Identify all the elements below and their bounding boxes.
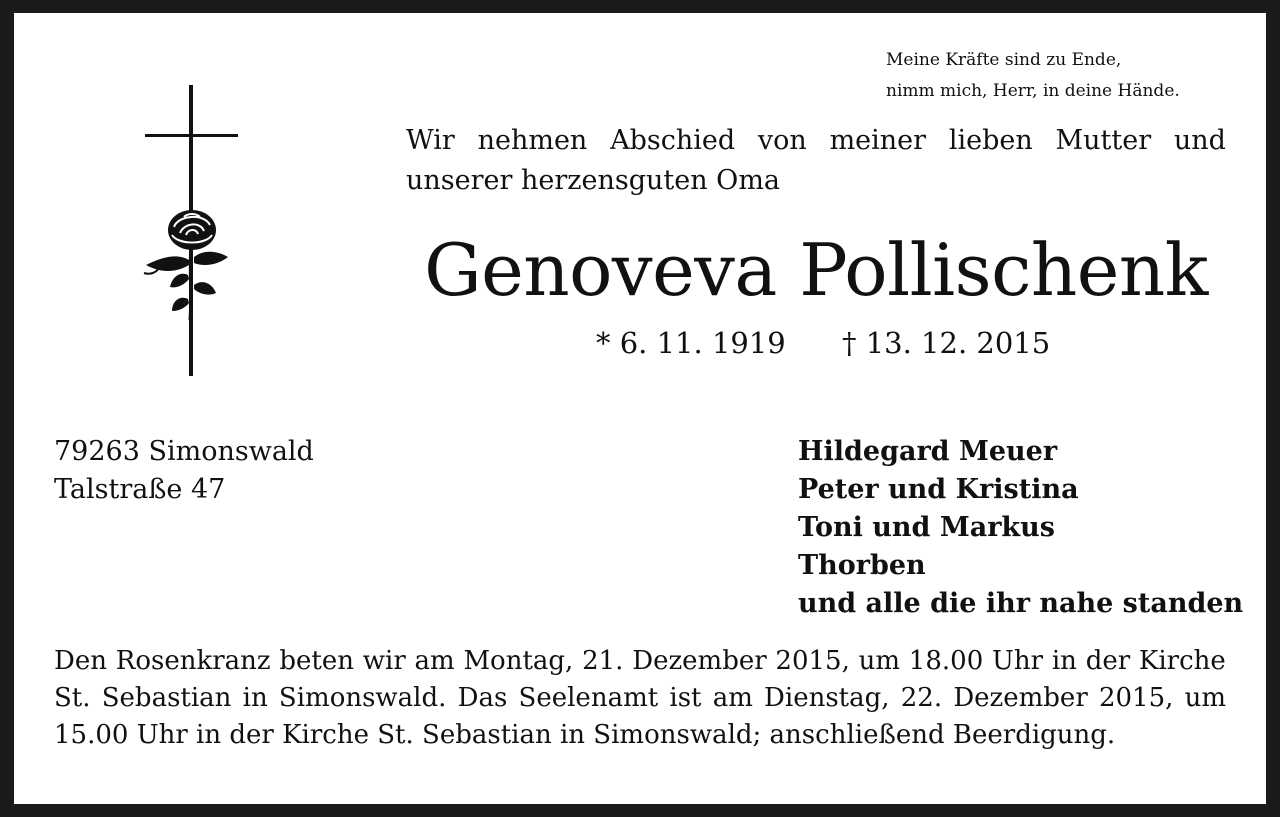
address: [54, 433, 314, 509]
info-line-3: 15.00 Uhr in der Kirche St. Sebastian in Simonswald; anschließend Beerdigung.: [54, 720, 1116, 750]
info-word: Dienstag,: [764, 683, 890, 713]
info-word: Den: [54, 646, 107, 676]
info-word: 2015,: [775, 646, 850, 676]
info-word: Kirche: [1138, 646, 1226, 676]
cross-with-rose-icon: [142, 85, 242, 380]
birth-date: * 6. 11. 1919: [596, 326, 786, 360]
mourners-list: [798, 433, 1243, 623]
info-word: St.: [54, 683, 91, 713]
intro-word: Abschied: [610, 125, 736, 156]
info-word: am: [712, 683, 753, 713]
mourner: Peter und Kristina: [798, 474, 1079, 505]
service-info: [54, 643, 1226, 754]
info-word: 22.: [900, 683, 943, 713]
intro-line-2: unserer herzensguten Oma: [406, 165, 781, 196]
info-word: wir: [362, 646, 406, 676]
intro-word: lieben: [948, 125, 1033, 156]
mourner: Hildegard Meuer: [798, 436, 1058, 467]
address-line: Talstraße 47: [54, 474, 226, 505]
intro-word: und: [1173, 125, 1226, 156]
verse-line: Meine Kräfte sind zu Ende,: [886, 50, 1122, 70]
info-word: Montag,: [463, 646, 574, 676]
info-word: in: [242, 683, 268, 713]
info-word: der: [1085, 646, 1131, 676]
info-word: Dezember: [632, 646, 767, 676]
info-word: ist: [669, 683, 702, 713]
info-word: 2015,: [1098, 683, 1174, 713]
info-word: Rosenkranz: [115, 646, 271, 676]
mourner: Thorben: [798, 550, 926, 581]
info-word: Seelenamt: [518, 683, 659, 713]
info-word: am: [414, 646, 455, 676]
address-line: 79263 Simonswald: [54, 436, 314, 467]
info-word: Uhr: [992, 646, 1044, 676]
info-word: um: [1184, 683, 1226, 713]
intro-word: von: [757, 125, 807, 156]
info-word: beten: [279, 646, 354, 676]
intro-text: [406, 121, 1226, 201]
info-word: Das: [457, 683, 508, 713]
info-word: Sebastian: [101, 683, 232, 713]
info-word: 18.00: [908, 646, 984, 676]
deceased-name: Genoveva Pollischenk: [424, 228, 1208, 312]
verse: [886, 45, 1226, 107]
mourner: Toni und Markus: [798, 512, 1055, 543]
intro-word: Mutter: [1055, 125, 1152, 156]
intro-word: nehmen: [477, 125, 588, 156]
intro-word: meiner: [829, 125, 927, 156]
info-word: 21.: [582, 646, 624, 676]
info-word: Dezember: [953, 683, 1088, 713]
intro-word: Wir: [406, 125, 455, 156]
verse-line: nimm mich, Herr, in deine Hände.: [886, 81, 1180, 101]
info-word: um: [858, 646, 901, 676]
info-word: Simonswald.: [278, 683, 447, 713]
obituary-notice: [14, 13, 1266, 804]
intro-line-1: [406, 121, 1226, 161]
info-line-1: [54, 643, 1226, 680]
death-date: † 13. 12. 2015: [842, 326, 1051, 360]
info-line-2: [54, 680, 1226, 717]
info-word: in: [1051, 646, 1077, 676]
mourner: und alle die ihr nahe standen: [798, 588, 1244, 619]
